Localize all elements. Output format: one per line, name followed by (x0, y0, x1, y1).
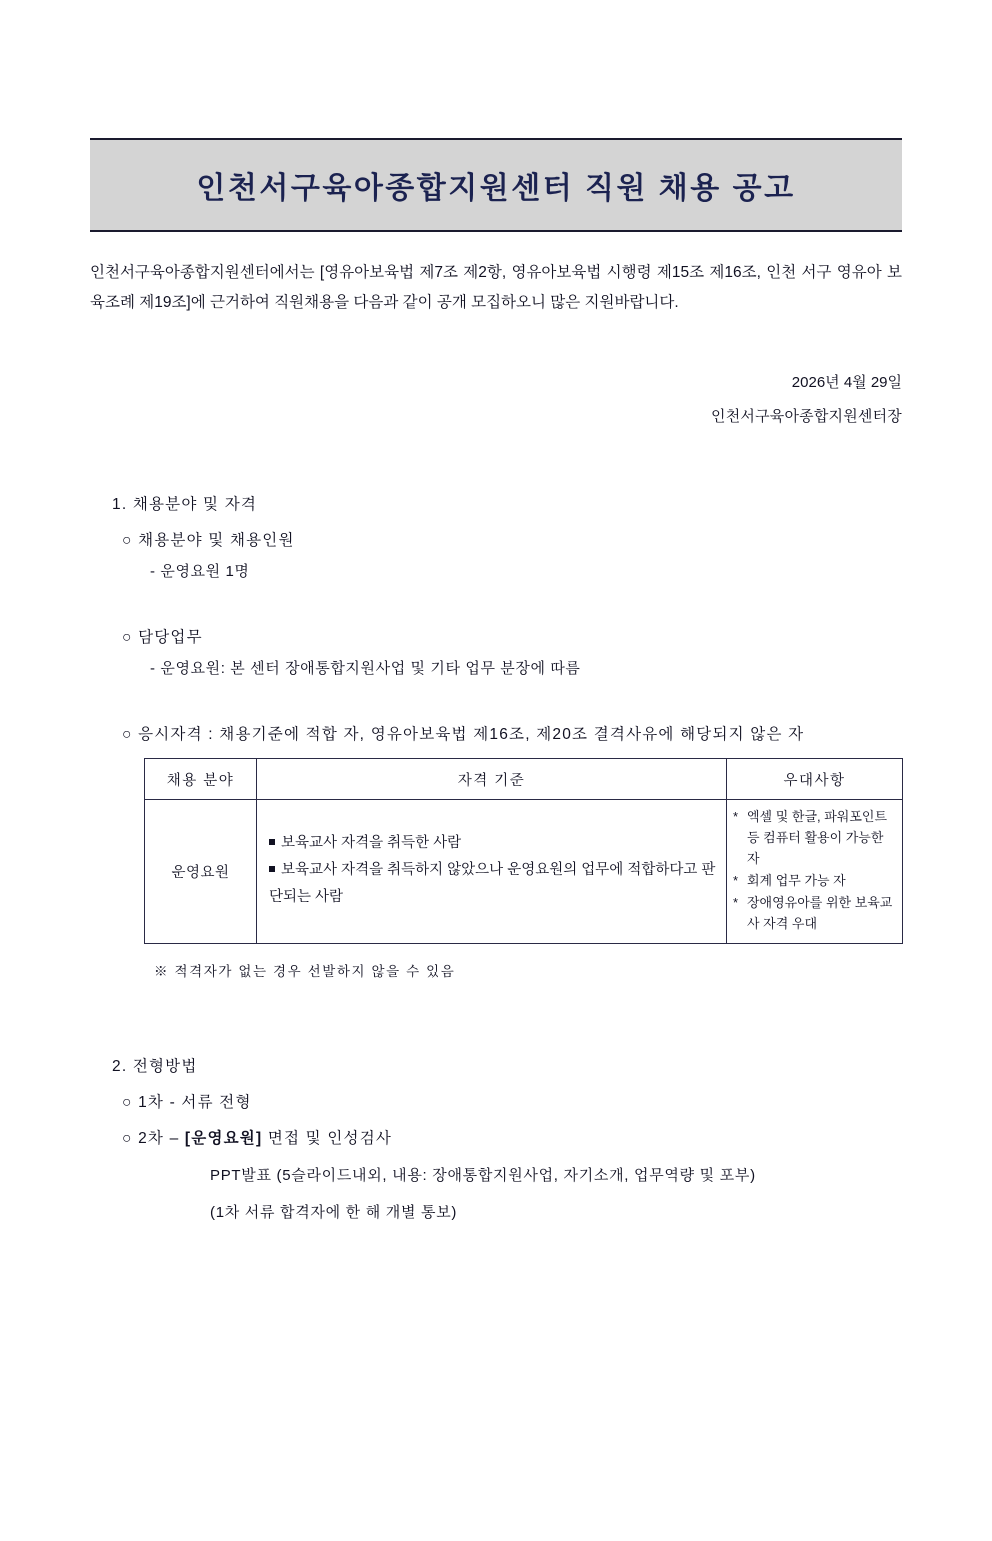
criteria-item (269, 830, 716, 857)
table-row (145, 800, 903, 944)
section2-heading: 2. 전형방법 (112, 1058, 198, 1075)
section2-item2-suffix: 면접 및 인성검사 (262, 1130, 393, 1147)
page-title: 인천서구육아종합지원센터 직원 채용 공고 (196, 172, 796, 205)
preference-item: * 장애영유아를 위한 보육교사 자격 우대 (733, 892, 896, 934)
announcement-date: 2026년 4월 29일 (791, 374, 902, 391)
preference-item: * 엑셀 및 한글, 파워포인트 등 컴퓨터 활용이 가능한 자 (733, 806, 896, 869)
criteria-text: 보육교사 자격을 취득하지 않았으나 운영요원의 업무에 적합하다고 판단되는 사람 (269, 862, 716, 905)
section1-item3-label: ○ 응시자격 : 채용기준에 적합 자, 영유아보육법 제16조, 제20조 결격사유에 해당되지 않은 자 (122, 726, 805, 743)
table-header-preference: 우대사항 (727, 759, 903, 800)
section1-heading: 1. 채용분야 및 자격 (112, 496, 258, 513)
criteria-item (269, 857, 716, 911)
section1-item1-detail: - 운영요원 1명 (150, 563, 250, 580)
cell-field: 운영요원 (145, 800, 257, 944)
square-bullet-icon (269, 866, 275, 872)
cell-criteria (257, 800, 727, 944)
square-bullet-icon (269, 839, 275, 845)
document-title-band (90, 140, 902, 232)
cell-preference (727, 800, 903, 944)
section2-item2-bold: [운영요원] (184, 1130, 263, 1147)
section2-notice: (1차 서류 합격자에 한 해 개별 통보) (210, 1204, 458, 1221)
issuing-organization: 인천서구육아종합지원센터장 (711, 408, 902, 425)
preference-item: * 회계 업무 가능 자 (733, 870, 896, 891)
section-recruitment (90, 492, 902, 980)
section1-item1-label: ○ 채용분야 및 채용인원 (122, 532, 295, 549)
criteria-text: 보육교사 자격을 취득한 사람 (281, 835, 462, 851)
section2-item2-prefix: ○ 2차 – (122, 1130, 185, 1147)
document-page (0, 138, 992, 1541)
section-selection-method (90, 1054, 902, 1222)
table-header-criteria: 자격 기준 (257, 759, 727, 800)
section2-item1: ○ 1차 - 서류 전형 (122, 1094, 252, 1111)
section1-item2-label: ○ 담당업무 (122, 629, 203, 646)
date-block (90, 366, 902, 434)
section2-ppt-detail: PPT발표 (5슬라이드내외, 내용: 장애통합지원사업, 자기소개, 업무역량 및 포부) (210, 1167, 756, 1184)
table-header-field: 채용 분야 (145, 759, 257, 800)
qualification-table (144, 758, 903, 944)
table-note: ※ 적격자가 없는 경우 선발하지 않을 수 있음 (154, 964, 456, 979)
intro-paragraph: 인천서구육아종합지원센터에서는 [영유아보육법 제7조 제2항, 영유아보육법 시행령 제15조 제16조, 인천 서구 영유아 보육조례 제19조]에 근거하여 직원채용을 다음과 같이 공개 모집하오니 많은 지원바랍니다. (90, 264, 902, 311)
section1-item2-detail: - 운영요원: 본 센터 장애통합지원사업 및 기타 업무 분장에 따름 (150, 660, 581, 677)
section2-item2 (122, 1126, 902, 1148)
table-header-row (145, 759, 903, 800)
